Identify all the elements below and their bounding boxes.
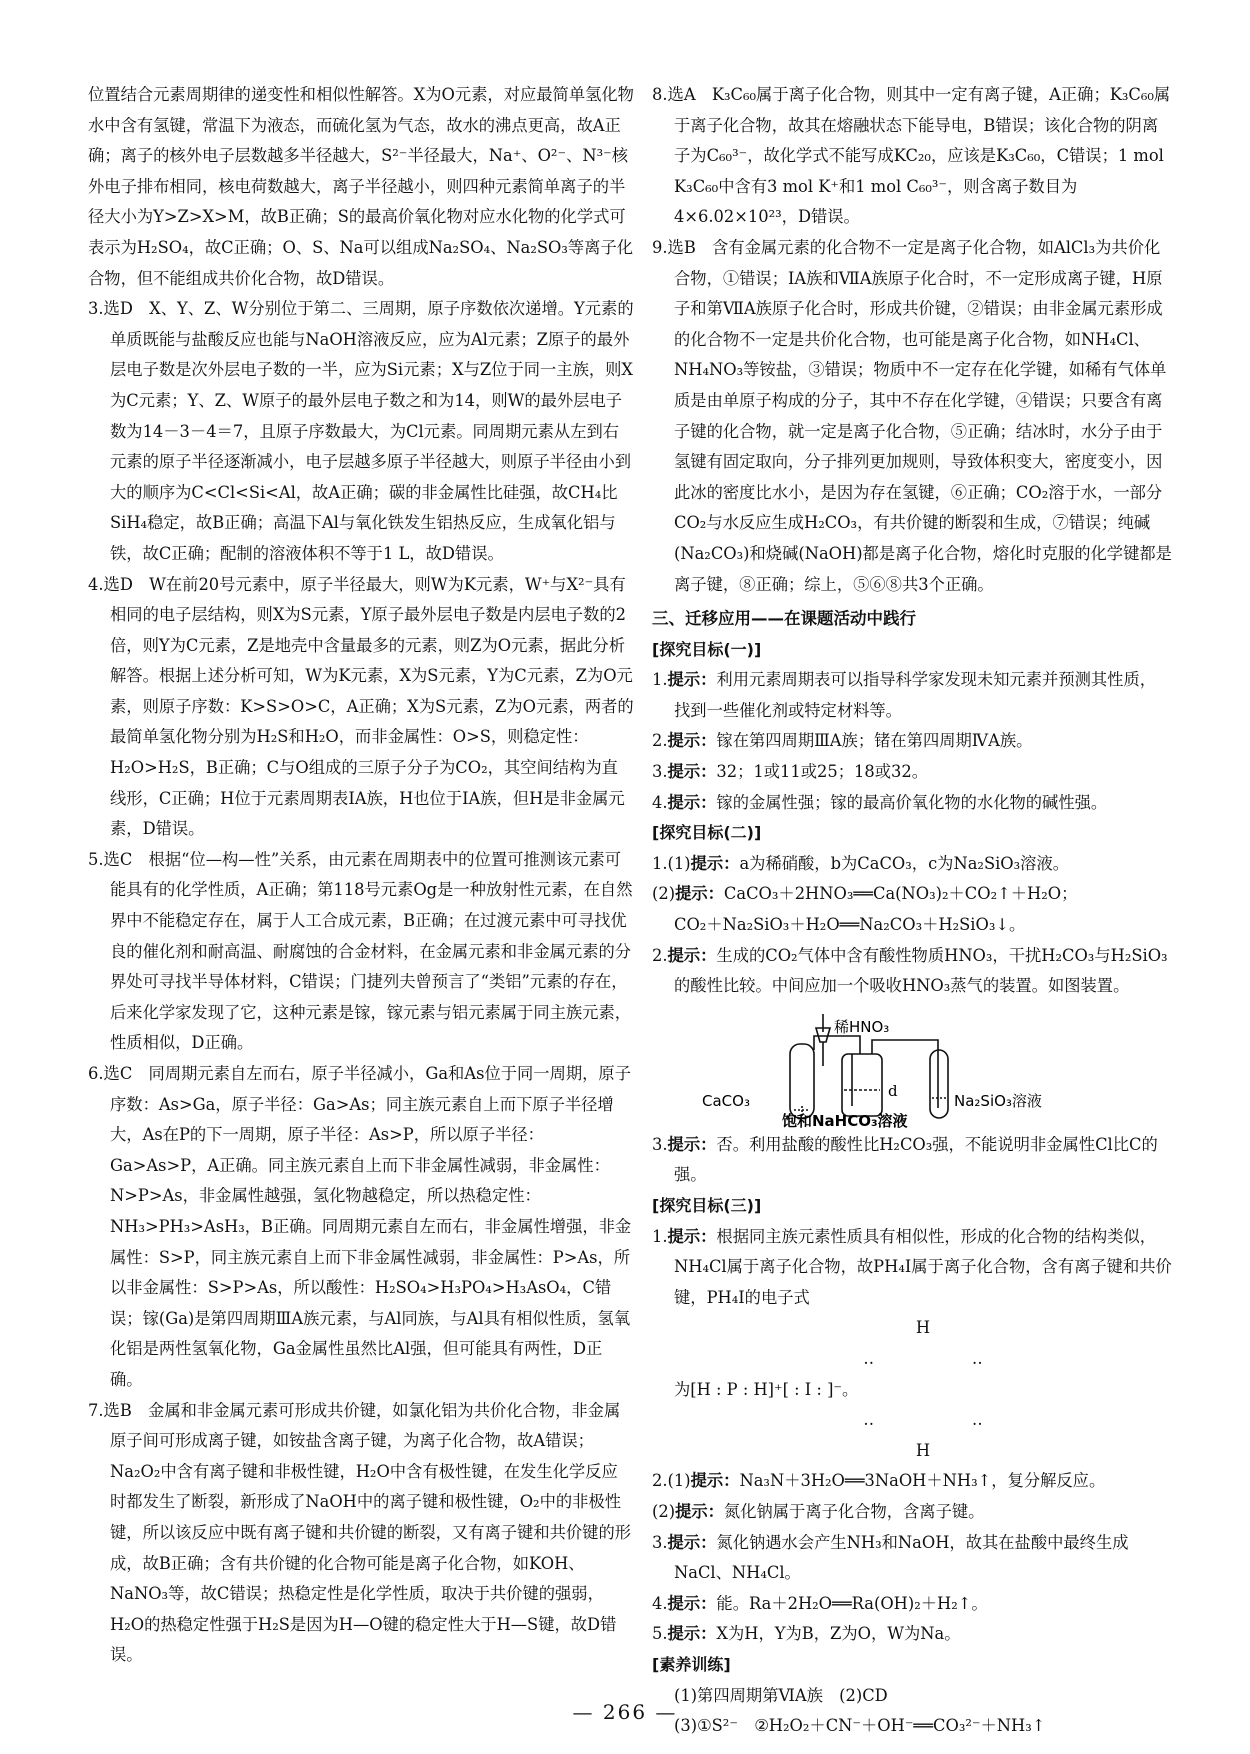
goal2-tag: [探究目标(二)] <box>652 823 762 843</box>
goal3-tag: [探究目标(三)] <box>652 1196 762 1215</box>
goal2-item-1-2: (2)提示：CaCO₃＋2HNO₃══Ca(NO₃)₂＋CO₂↑＋H₂O； <box>652 884 1078 904</box>
answer-item-3: 3.选D X、Y、Z、W分别位于第二、三周期，原子序数依次递增。Y元素的单质既能与盐酸反应也能与NaOH溶液反应，应为Al元素；Z原子的最外层电子数是次外层电子数的一半，应为Si元素；X与Z位于同一主族，则X为C元素；Y、Z、W原子的最外层电子数之和为14，则W的最外层电子数为14－3－4＝7，且原子序数最大，为Cl元素。同周期元素从左到右元素的原子半径逐渐减小，电子层越多原子半径越大，则原子半径由小到大的顺序为C<Cl<Si<Al，故A正确；碳的非金属性比硅强，故CH₄比SiH₄稳定，故B正确；高温下Al与氧化铁发生铝热反应，生成氧化铝与铁，故C正确；配制的溶液体积不等于1 L，故D错误。 <box>88 299 634 563</box>
answer-item-5: 5.选C 根据“位—构—性”关系，由元素在周期表中的位置可推测该元素可能具有的化学性质，A正确；第118号元素Og是一种放射性元素，在自然界中不能稳定存在，属于人工合成元素，B正确；在过渡元素中可寻找优良的催化剂和耐高温、耐腐蚀的合金材料，在金属元素和非金属元素的分界处可寻找半导体材料，C错误；门捷列夫曾预言了“类铝”元素的存在，后来化学家发现了它，这种元素是镓，镓元素与铝元素属于同主族元素，性质相似，D正确。 <box>88 849 633 1053</box>
training-line-2: (3)①S²⁻ ②H₂O₂＋CN⁻＋OH⁻══CO₃²⁻＋NH₃↑ <box>674 1716 1046 1736</box>
goal2-item-1-1: 1.(1)提示：a为稀硝酸，b为CaCO₃，c为Na₂SiO₃溶液。 <box>652 853 1070 873</box>
goal2-item-2: 2.提示：生成的CO₂气体中含有酸性物质HNO₃，干扰H₂CO₃与H₂SiO₃的酸性比较。中间应加一个吸收HNO₃蒸气的装置。如图装置。 <box>652 945 1168 996</box>
answer-item-6: 6.选C 同周期元素自左而右，原子半径减小，Ga和As位于同一周期，原子序数：As>Ga，原子半径：Ga>As；同主族元素自上而下原子半径增大，As在P的下一周期，原子半径：As>P，所以原子半径：Ga>As>P，A正确。同主族元素自上而下非金属性减弱，非金属性：N>P>As，非金属性越强，氢化物越稳定，所以热稳定性：NH₃>PH₃>AsH₃，B正确。同周期元素自左而右，非金属性增强，非金属性：S>P，同主族元素自上而下非金属性减弱，非金属性：P>As，所以非金属性：S>P>As，所以酸性：H₂SO₄>H₃PO₄>H₃AsO₄，C错误；镓(Ga)是第四周期ⅢA族元素，与Al同族，与Al具有相似性质，氢氧化铝是两性氢氧化物，Ga金属性虽然比Al强，但可能具有两性，D正确。 <box>88 1064 632 1389</box>
ed-top-h: H <box>915 1318 931 1338</box>
apparatus-diagram <box>702 1006 1102 1128</box>
answer-item-9: 9.选B 含有金属元素的化合物不一定是离子化合物，如AlCl₃为共价化合物，①错误；ⅠA族和ⅦA族原子化合时，不一定形成离子键，H原子和第ⅦA族原子化合时，形成共价键，②错误；由非金属元素形成的化合物不一定是共价化合物，也可能是离子化合物，如NH₄Cl、NH₄NO₃等铵盐，③错误；物质中不一定存在化学键，如稀有气体单质是由单原子构成的分子，其中不存在化学键，④错误；只要含有离子键的化合物，就一定是离子化合物，⑤正确；结冰时，水分子由于氢键有固定取向，分子排列更加规则，导致体积变大，密度变小，因此冰的密度比水小，是因为存在氢键，⑥正确；CO₂溶于水，一部分CO₂与水反应生成H₂CO₃，有共价键的断裂和生成，⑦错误；纯碱(Na₂CO₃)和烧碱(NaOH)都是离子化合物，熔化时克服的化学键都是离子键，⑧正确；综上，⑤⑥⑧共3个正确。 <box>652 237 1172 594</box>
goal3-item-4: 4.提示：能。Ra＋2H₂O══Ra(OH)₂＋H₂↑。 <box>652 1593 988 1613</box>
ed-main-line: 为[H : P : H]⁺[ : I : ]⁻。 <box>674 1379 859 1399</box>
diagram-caption: 饱和NaHCO₃溶液 <box>782 1111 908 1128</box>
answer-item-4: 4.选D W在前20号元素中，原子半径最大，则W为K元素，W⁺与X²⁻具有相同的电子层结构，则X为S元素，Y原子最外层电子数是内层电子数的2倍，则Y为C元素，Z是地壳中含量最多的元素，则Z为O元素，据此分析解答。根据上述分析可知，W为K元素，X为S元素，Y为C元素，Z为O元素，则原子序数：K>S>O>C，A正确；X为S元素，Z为O元素，两者的最简单氢化物分别为H₂S和H₂O，而非金属性：O>S，则稳定性：H₂O>H₂S，B正确；C与O组成的三原子分子为CO₂，其空间结构为直线形，C正确；H位于元素周期表ⅠA族，H也位于ⅠA族，但H是非金属元素，D错误。 <box>88 574 634 839</box>
right-column <box>652 80 1172 1742</box>
goal1-item-2: 2.提示：镓在第四周期ⅢA族；锗在第四周期ⅣA族。 <box>652 731 1033 751</box>
bottle-mark-label: d <box>888 1081 898 1100</box>
training-tag: [素养训练] <box>652 1654 731 1674</box>
goal3-item-3: 3.提示：氮化钠遇水会产生NH₃和NaOH，故其在盐酸中最终生成NaCl、NH₄Cl。 <box>652 1532 1129 1583</box>
goal2-item-3: 3.提示：否。利用盐酸的酸性比H₂CO₃强，不能说明非金属性Cl比C的强。 <box>652 1134 1158 1185</box>
answer-item-7: 7.选B 金属和非金属元素可形成共价键，如氯化铝为共价化合物，非金属原子间可形成离子键，如铵盐含离子键，为离子化合物，故A错误；Na₂O₂中含有离子键和非极性键，H₂O中含有极性键，在发生化学反应时都发生了断裂，新形成了NaOH中的离子键和极性键，O₂中的非极性键，所以该反应中既有离子键和共价键的断裂，又有离子键和共价键的形成，故B正确；含有共价键的化合物可能是离子化合物，如KOH、NaNO₃等，故C错误；热稳定性是化学性质，取决于共价键的强弱，H₂O的热稳定性强于H₂S是因为H—O键的稳定性大于H—S键，故D错误。 <box>88 1400 632 1665</box>
training-line-1: (1)第四周期第ⅥA族 (2)CD <box>674 1685 888 1705</box>
electron-formula <box>652 1313 1172 1466</box>
goal3-item-2-1: 2.(1)提示：Na₃N＋3H₂O══3NaOH＋NH₃↑，复分解反应。 <box>652 1471 1106 1491</box>
left-column <box>88 80 634 1671</box>
goal2-equation-2: CO₂＋Na₂SiO₃＋H₂O══Na₂CO₃＋H₂SiO₃↓。 <box>674 915 1026 935</box>
goal3-item-2-2: (2)提示：氮化钠属于离子化合物，含离子键。 <box>652 1501 985 1521</box>
solid-label: CaCO₃ <box>702 1091 750 1110</box>
test-tube-icon <box>930 1050 948 1118</box>
goal3-item-1: 1.提示：根据同主族元素性质具有相似性，形成的化合物的结构类似，NH₄Cl属于离子化合物，故PH₄I属于离子化合物，含有离子键和共价键，PH₄I的电子式 <box>652 1226 1172 1307</box>
answer-item-8: 8.选A K₃C₆₀属于离子化合物，则其中一定有离子键，A正确；K₃C₆₀属于离子化合物，故其在熔融状态下能导电，B错误；该化合物的阴离子为C₆₀³⁻，故化学式不能写成KC₂₀，应该是K₃C₆₀，C错误；1 mol K₃C₆₀中含有3 mol K⁺和1 mol C₆₀³⁻，则含离子数目为4×6.02×10²³，D错误。 <box>652 85 1171 227</box>
goal1-item-4: 4.提示：镓的金属性强；镓的最高价氧化物的水化物的碱性强。 <box>652 792 1108 812</box>
ed-dots-bottom: ‥ ‥ <box>863 1410 983 1430</box>
ed-bottom-h: H <box>915 1440 931 1460</box>
ed-dots-top: ‥ ‥ <box>863 1348 983 1368</box>
acid-label: 稀HNO₃ <box>834 1017 890 1036</box>
page-number: — 266 — <box>572 1700 678 1724</box>
paragraph-continued: 位置结合元素周期律的递变性和相似性解答。X为O元素，对应最简单氢化物水中含有氢键，常温下为液态，而硫化氢为气态，故水的沸点更高，故A正确；离子的核外电子层数越多半径越大，S²⁻半径最大，Na⁺、O²⁻、N³⁻核外电子排布相同，核电荷数越大，离子半径越小，则四种元素简单离子的半径大小为Y>Z>X>M，故B正确；S的最高价氧化物对应水化物的化学式可表示为H₂SO₄，故C正确；O、S、Na可以组成Na₂SO₄、Na₂SO₃等离子化合物，但不能组成共价化合物，故D错误。 <box>88 85 634 288</box>
goal1-item-3: 3.提示：32；1或11或25；18或32。 <box>652 762 929 782</box>
section-heading: 三、迁移应用——在课题活动中践行 <box>652 609 916 629</box>
goal1-item-1: 1.提示：利用元素周期表可以指导科学家发现未知元素并预测其性质，找到一些催化剂或特定材料等。 <box>652 670 1157 720</box>
right-solution-label: Na₂SiO₃溶液 <box>954 1091 1042 1110</box>
goal1-tag: [探究目标(一)] <box>652 639 762 659</box>
wash-bottle-icon <box>842 1054 882 1116</box>
goal3-item-5: 5.提示：X为H，Y为B，Z为O，W为Na。 <box>652 1624 961 1644</box>
